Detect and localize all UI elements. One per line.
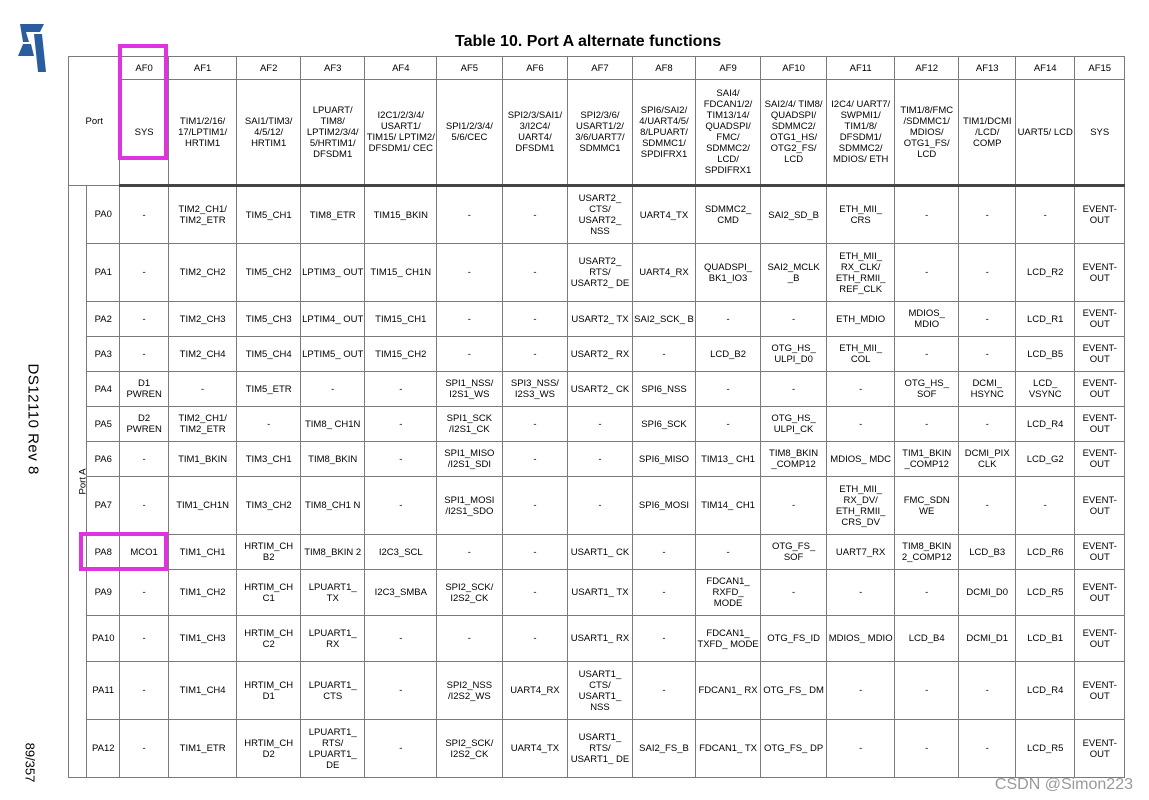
af2-cell: HRTIM_CH C2 <box>237 616 301 662</box>
af-name-13: AF13 <box>959 57 1015 80</box>
af-name-9: AF9 <box>696 57 761 80</box>
af5-cell: SPI1_MOSI /I2S1_SDO <box>437 477 503 535</box>
af6-cell: - <box>502 477 568 535</box>
table-row <box>69 616 1125 662</box>
af-name-12: AF12 <box>894 57 959 80</box>
af5-cell: - <box>437 302 503 337</box>
af10-cell: - <box>760 570 827 616</box>
af-desc-2: SAI1/TIM3/ 4/5/12/ HRTIM1 <box>237 80 301 186</box>
af-desc-13: TIM1/DCMI /LCD/ COMP <box>959 80 1015 186</box>
af2-cell: TIM5_CH1 <box>237 186 301 244</box>
pin-name-cell: PA2 <box>87 302 120 337</box>
af14-cell: LCD_R4 <box>1015 407 1075 442</box>
af5-cell: SPI1_SCK /I2S1_CK <box>437 407 503 442</box>
af10-cell: OTG_HS_ ULPI_CK <box>760 407 827 442</box>
af6-cell: UART4_TX <box>502 720 568 778</box>
af0-cell: - <box>120 186 168 244</box>
af-desc-3: LPUART/ TIM8/ LPTIM2/3/4/ 5/HRTIM1/ DFSDM1 <box>300 80 365 186</box>
table-row <box>69 186 1125 244</box>
highlight-af0-sys <box>118 44 168 160</box>
pin-name-cell: PA7 <box>87 477 120 535</box>
af8-cell: - <box>632 570 696 616</box>
af1-cell: TIM2_CH1/ TIM2_ETR <box>168 186 237 244</box>
af0-cell: D2 PWREN <box>120 407 168 442</box>
document-id: DS12110 Rev 8 <box>24 363 42 475</box>
alternate-function-table <box>68 56 1125 778</box>
af-desc-12: TIM1/8/FMC /SDMMC1/ MDIOS/ OTG1_FS/ LCD <box>894 80 959 186</box>
table-row <box>69 244 1125 302</box>
af12-cell: FMC_SDN WE <box>894 477 959 535</box>
af5-cell: - <box>437 244 503 302</box>
af15-cell: EVENT- OUT <box>1075 720 1125 778</box>
af13-cell: - <box>959 302 1015 337</box>
af6-cell: - <box>502 442 568 477</box>
af4-cell: - <box>365 662 437 720</box>
af0-cell: MCO1 <box>120 535 168 570</box>
af6-cell: SPI3_NSS/ I2S3_WS <box>502 372 568 407</box>
af12-cell: - <box>894 570 959 616</box>
af3-cell: LPTIM3_ OUT <box>300 244 365 302</box>
af7-cell: - <box>568 477 633 535</box>
af15-cell: EVENT- OUT <box>1075 570 1125 616</box>
af12-cell: TIM8_BKIN 2_COMP12 <box>894 535 959 570</box>
af8-cell: SPI6_MOSI <box>632 477 696 535</box>
af1-cell: TIM1_CH1N <box>168 477 237 535</box>
af1-cell: TIM1_CH3 <box>168 616 237 662</box>
af0-cell: - <box>120 337 168 372</box>
af2-cell: - <box>237 407 301 442</box>
af15-cell: EVENT- OUT <box>1075 337 1125 372</box>
af11-cell: - <box>827 372 895 407</box>
af-name-5: AF5 <box>437 57 503 80</box>
af2-cell: TIM3_CH1 <box>237 442 301 477</box>
af-desc-4: I2C1/2/3/4/ USART1/ TIM15/ LPTIM2/ DFSDM1/ CEC <box>365 80 437 186</box>
af8-cell: - <box>632 662 696 720</box>
af-name-4: AF4 <box>365 57 437 80</box>
af12-cell: MDIOS_ MDIO <box>894 302 959 337</box>
af10-cell: OTG_FS_ DM <box>760 662 827 720</box>
af5-cell: SPI2_SCK/ I2S2_CK <box>437 720 503 778</box>
table-title: Table 10. Port A alternate functions <box>455 33 722 50</box>
af14-cell: LCD_B5 <box>1015 337 1075 372</box>
af8-cell: SAI2_FS_B <box>632 720 696 778</box>
af4-cell: I2C3_SMBA <box>365 570 437 616</box>
pin-name-cell: PA8 <box>87 535 120 570</box>
af8-cell: SPI6_NSS <box>632 372 696 407</box>
af2-cell: TIM3_CH2 <box>237 477 301 535</box>
table-row <box>69 372 1125 407</box>
pin-name-cell: PA0 <box>87 186 120 244</box>
af7-cell: USART2_ TX <box>568 302 633 337</box>
table-row <box>69 407 1125 442</box>
af-desc-6: SPI2/3/SAI1/ 3/I2C4/ UART4/ DFSDM1 <box>502 80 568 186</box>
table-row <box>69 570 1125 616</box>
af12-cell: OTG_HS_ SOF <box>894 372 959 407</box>
port-header: Port <box>69 57 120 186</box>
af7-cell: USART1_ CTS/ USART1_ NSS <box>568 662 633 720</box>
af0-cell: - <box>120 302 168 337</box>
af8-cell: UART4_RX <box>632 244 696 302</box>
af8-cell: SAI2_SCK_ B <box>632 302 696 337</box>
af12-cell: - <box>894 337 959 372</box>
af5-cell: SPI2_SCK/ I2S2_CK <box>437 570 503 616</box>
af13-cell: - <box>959 337 1015 372</box>
af6-cell: - <box>502 186 568 244</box>
af6-cell: - <box>502 302 568 337</box>
af14-cell: LCD_R2 <box>1015 244 1075 302</box>
af15-cell: EVENT- OUT <box>1075 662 1125 720</box>
alternate-function-table-wrap <box>68 56 1125 778</box>
af6-cell: - <box>502 535 568 570</box>
af13-cell: LCD_B3 <box>959 535 1015 570</box>
af11-cell: ETH_MDIO <box>827 302 895 337</box>
af6-cell: - <box>502 407 568 442</box>
page-number: 89/357 <box>22 742 38 783</box>
af1-cell: TIM1_ETR <box>168 720 237 778</box>
af15-cell: EVENT- OUT <box>1075 407 1125 442</box>
af3-cell: TIM8_ CH1N <box>300 407 365 442</box>
table-row <box>69 662 1125 720</box>
af-name-6: AF6 <box>502 57 568 80</box>
af1-cell: TIM2_CH1/ TIM2_ETR <box>168 407 237 442</box>
af7-cell: USART1_ RX <box>568 616 633 662</box>
af8-cell: UART4_TX <box>632 186 696 244</box>
af11-cell: ETH_MII_ RX_CLK/ ETH_RMII_ REF_CLK <box>827 244 895 302</box>
highlight-pa8-mco1 <box>79 532 168 571</box>
af3-cell: LPUART1_ RX <box>300 616 365 662</box>
af9-cell: FDCAN1_ RX <box>696 662 761 720</box>
af10-cell: OTG_FS_ID <box>760 616 827 662</box>
af12-cell: - <box>894 720 959 778</box>
pin-name-cell: PA6 <box>87 442 120 477</box>
af-name-14: AF14 <box>1015 57 1075 80</box>
af11-cell: UART7_RX <box>827 535 895 570</box>
af1-cell: TIM1_CH2 <box>168 570 237 616</box>
af14-cell: LCD_ VSYNC <box>1015 372 1075 407</box>
af15-cell: EVENT- OUT <box>1075 535 1125 570</box>
af13-cell: DCMI_D0 <box>959 570 1015 616</box>
af8-cell: - <box>632 616 696 662</box>
af15-cell: EVENT- OUT <box>1075 302 1125 337</box>
af6-cell: UART4_RX <box>502 662 568 720</box>
af11-cell: - <box>827 570 895 616</box>
af10-cell: SAI2_MCLK _B <box>760 244 827 302</box>
af9-cell: FDCAN1_ TX <box>696 720 761 778</box>
af7-cell: USART2_ CTS/ USART2_ NSS <box>568 186 633 244</box>
af1-cell: TIM2_CH2 <box>168 244 237 302</box>
af3-cell: LPTIM4_ OUT <box>300 302 365 337</box>
af-desc-8: SPI6/SAI2/ 4/UART4/5/ 8/LPUART/ SDMMC1/ SPDIFRX1 <box>632 80 696 186</box>
af8-cell: - <box>632 535 696 570</box>
af9-cell: - <box>696 302 761 337</box>
af3-cell: TIM8_CH1 N <box>300 477 365 535</box>
af-desc-0: SYS <box>120 80 168 186</box>
af3-cell: TIM8_BKIN <box>300 442 365 477</box>
af0-cell: - <box>120 244 168 302</box>
af8-cell: SPI6_SCK <box>632 407 696 442</box>
watermark: CSDN @Simon223 <box>994 776 1133 793</box>
af7-cell: USART1_ TX <box>568 570 633 616</box>
af6-cell: - <box>502 337 568 372</box>
af14-cell: LCD_G2 <box>1015 442 1075 477</box>
af8-cell: - <box>632 337 696 372</box>
af5-cell: SPI2_NSS /I2S2_WS <box>437 662 503 720</box>
pin-name-cell: PA5 <box>87 407 120 442</box>
af5-cell: - <box>437 535 503 570</box>
af14-cell: - <box>1015 477 1075 535</box>
af14-cell: LCD_R4 <box>1015 662 1075 720</box>
af7-cell: - <box>568 442 633 477</box>
af2-cell: TIM5_CH3 <box>237 302 301 337</box>
af-description-row <box>69 80 1125 186</box>
af-desc-1: TIM1/2/16/ 17/LPTIM1/ HRTIM1 <box>168 80 237 186</box>
af-desc-15: SYS <box>1075 80 1125 186</box>
af2-cell: TIM5_ETR <box>237 372 301 407</box>
af9-cell: TIM13_ CH1 <box>696 442 761 477</box>
af0-cell: D1 PWREN <box>120 372 168 407</box>
af-name-row <box>69 57 1125 80</box>
pin-name-cell: PA1 <box>87 244 120 302</box>
af6-cell: - <box>502 244 568 302</box>
table-row <box>69 535 1125 570</box>
af5-cell: SPI1_MISO /I2S1_SDI <box>437 442 503 477</box>
af10-cell: SAI2_SD_B <box>760 186 827 244</box>
af4-cell: - <box>365 616 437 662</box>
af15-cell: EVENT- OUT <box>1075 616 1125 662</box>
af9-cell: QUADSPI_ BK1_IO3 <box>696 244 761 302</box>
af-desc-10: SAI2/4/ TIM8/ QUADSPI/ SDMMC2/ OTG1_HS/ OTG2_FS/ LCD <box>760 80 827 186</box>
af8-cell: SPI6_MISO <box>632 442 696 477</box>
af9-cell: - <box>696 372 761 407</box>
af14-cell: - <box>1015 186 1075 244</box>
af10-cell: - <box>760 372 827 407</box>
af9-cell: FDCAN1_ RXFD_ MODE <box>696 570 761 616</box>
af9-cell: TIM14_ CH1 <box>696 477 761 535</box>
st-logo-icon <box>14 22 48 76</box>
af1-cell: TIM1_BKIN <box>168 442 237 477</box>
af9-cell: - <box>696 407 761 442</box>
pin-name-cell: PA3 <box>87 337 120 372</box>
af12-cell: - <box>894 407 959 442</box>
table-row <box>69 477 1125 535</box>
af13-cell: DCMI_PIX CLK <box>959 442 1015 477</box>
af13-cell: - <box>959 477 1015 535</box>
af-name-2: AF2 <box>237 57 301 80</box>
pin-name-cell: PA10 <box>87 616 120 662</box>
af2-cell: HRTIM_CH D2 <box>237 720 301 778</box>
af-name-11: AF11 <box>827 57 895 80</box>
af-name-1: AF1 <box>168 57 237 80</box>
af0-cell: - <box>120 442 168 477</box>
af13-cell: DCMI_D1 <box>959 616 1015 662</box>
af13-cell: - <box>959 407 1015 442</box>
af2-cell: HRTIM_CH C1 <box>237 570 301 616</box>
af14-cell: LCD_R1 <box>1015 302 1075 337</box>
af-desc-7: SPI2/3/6/ USART1/2/ 3/6/UART7/ SDMMC1 <box>568 80 633 186</box>
af1-cell: - <box>168 372 237 407</box>
af11-cell: ETH_MII_ COL <box>827 337 895 372</box>
af3-cell: LPTIM5_ OUT <box>300 337 365 372</box>
af15-cell: EVENT- OUT <box>1075 442 1125 477</box>
pin-name-cell: PA12 <box>87 720 120 778</box>
pin-name-cell: PA9 <box>87 570 120 616</box>
pin-name-cell: PA4 <box>87 372 120 407</box>
af15-cell: EVENT- OUT <box>1075 372 1125 407</box>
table-row <box>69 337 1125 372</box>
af0-cell: - <box>120 662 168 720</box>
af10-cell: OTG_HS_ ULPI_D0 <box>760 337 827 372</box>
table-row <box>69 302 1125 337</box>
af3-cell: LPUART1_ TX <box>300 570 365 616</box>
af13-cell: - <box>959 662 1015 720</box>
af0-cell: - <box>120 477 168 535</box>
af0-cell: - <box>120 616 168 662</box>
af5-cell: SPI1_NSS/ I2S1_WS <box>437 372 503 407</box>
af3-cell: LPUART1_ RTS/ LPUART1_ DE <box>300 720 365 778</box>
af11-cell: - <box>827 720 895 778</box>
af14-cell: LCD_R5 <box>1015 720 1075 778</box>
af10-cell: TIM8_BKIN _COMP12 <box>760 442 827 477</box>
af15-cell: EVENT- OUT <box>1075 244 1125 302</box>
table-row <box>69 720 1125 778</box>
af2-cell: TIM5_CH2 <box>237 244 301 302</box>
port-group-label: Port A <box>69 186 87 778</box>
af9-cell: FDCAN1_ TXFD_ MODE <box>696 616 761 662</box>
af7-cell: USART1_ RTS/ USART1_ DE <box>568 720 633 778</box>
af3-cell: - <box>300 372 365 407</box>
af-name-15: AF15 <box>1075 57 1125 80</box>
af1-cell: TIM2_CH3 <box>168 302 237 337</box>
af4-cell: TIM15_CH2 <box>365 337 437 372</box>
af11-cell: MDIOS_ MDC <box>827 442 895 477</box>
af3-cell: LPUART1_ CTS <box>300 662 365 720</box>
af13-cell: - <box>959 244 1015 302</box>
af11-cell: ETH_MII_ RX_DV/ ETH_RMII_ CRS_DV <box>827 477 895 535</box>
af14-cell: LCD_R6 <box>1015 535 1075 570</box>
af11-cell: - <box>827 662 895 720</box>
af5-cell: - <box>437 186 503 244</box>
af4-cell: - <box>365 477 437 535</box>
pin-name-cell: PA11 <box>87 662 120 720</box>
af7-cell: USART2_ RTS/ USART2_ DE <box>568 244 633 302</box>
af15-cell: EVENT- OUT <box>1075 186 1125 244</box>
af1-cell: TIM2_CH4 <box>168 337 237 372</box>
af1-cell: TIM1_CH1 <box>168 535 237 570</box>
af12-cell: - <box>894 662 959 720</box>
af11-cell: - <box>827 407 895 442</box>
af9-cell: LCD_B2 <box>696 337 761 372</box>
af5-cell: - <box>437 616 503 662</box>
af4-cell: - <box>365 372 437 407</box>
af4-cell: TIM15_ CH1N <box>365 244 437 302</box>
af10-cell: - <box>760 477 827 535</box>
af-desc-14: UART5/ LCD <box>1015 80 1075 186</box>
af0-cell: - <box>120 570 168 616</box>
af-name-3: AF3 <box>300 57 365 80</box>
af4-cell: - <box>365 720 437 778</box>
af7-cell: USART1_ CK <box>568 535 633 570</box>
af14-cell: LCD_B1 <box>1015 616 1075 662</box>
af12-cell: TIM1_BKIN _COMP12 <box>894 442 959 477</box>
af6-cell: - <box>502 570 568 616</box>
af-name-0: AF0 <box>120 57 168 80</box>
af-name-10: AF10 <box>760 57 827 80</box>
af9-cell: SDMMC2_ CMD <box>696 186 761 244</box>
af12-cell: - <box>894 186 959 244</box>
af4-cell: - <box>365 407 437 442</box>
af4-cell: - <box>365 442 437 477</box>
af7-cell: USART2_ CK <box>568 372 633 407</box>
af3-cell: TIM8_BKIN 2 <box>300 535 365 570</box>
af4-cell: TIM15_BKIN <box>365 186 437 244</box>
af-name-8: AF8 <box>632 57 696 80</box>
af7-cell: USART2_ RX <box>568 337 633 372</box>
table-body <box>69 186 1125 778</box>
af10-cell: OTG_FS_ SOF <box>760 535 827 570</box>
af11-cell: ETH_MII_ CRS <box>827 186 895 244</box>
af9-cell: - <box>696 535 761 570</box>
af13-cell: DCMI_ HSYNC <box>959 372 1015 407</box>
af2-cell: TIM5_CH4 <box>237 337 301 372</box>
af14-cell: LCD_R5 <box>1015 570 1075 616</box>
af13-cell: - <box>959 720 1015 778</box>
af1-cell: TIM1_CH4 <box>168 662 237 720</box>
af2-cell: HRTIM_CH D1 <box>237 662 301 720</box>
af-desc-5: SPI1/2/3/4/ 5/6/CEC <box>437 80 503 186</box>
af10-cell: - <box>760 302 827 337</box>
af15-cell: EVENT- OUT <box>1075 477 1125 535</box>
af-desc-9: SAI4/ FDCAN1/2/ TIM13/14/ QUADSPI/ FMC/ SDMMC2/ LCD/ SPDIFRX1 <box>696 80 761 186</box>
af-name-7: AF7 <box>568 57 633 80</box>
af3-cell: TIM8_ETR <box>300 186 365 244</box>
af2-cell: HRTIM_CH B2 <box>237 535 301 570</box>
af5-cell: - <box>437 337 503 372</box>
af4-cell: I2C3_SCL <box>365 535 437 570</box>
table-row <box>69 442 1125 477</box>
af11-cell: MDIOS_ MDIO <box>827 616 895 662</box>
af6-cell: - <box>502 616 568 662</box>
af-desc-11: I2C4/ UART7/ SWPMI1/ TIM1/8/ DFSDM1/ SDMMC2/ MDIOS/ ETH <box>827 80 895 186</box>
af10-cell: OTG_FS_ DP <box>760 720 827 778</box>
af12-cell: LCD_B4 <box>894 616 959 662</box>
af4-cell: TIM15_CH1 <box>365 302 437 337</box>
af13-cell: - <box>959 186 1015 244</box>
af0-cell: - <box>120 720 168 778</box>
af12-cell: - <box>894 244 959 302</box>
af7-cell: - <box>568 407 633 442</box>
